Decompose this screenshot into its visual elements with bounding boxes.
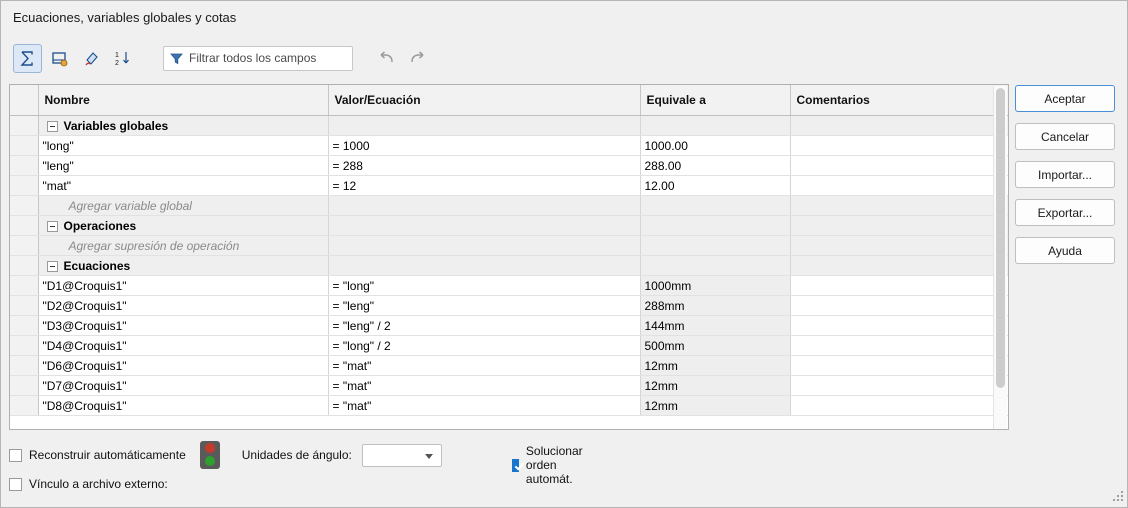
cell-nombre[interactable] xyxy=(38,256,328,276)
row-selector[interactable] xyxy=(10,256,38,276)
cell-valor-ecuacion[interactable] xyxy=(328,236,640,256)
table-header-row xyxy=(10,85,1008,116)
row-selector[interactable] xyxy=(10,216,38,236)
cell-nombre[interactable]: "long" xyxy=(38,136,328,156)
rebuild-auto-checkbox[interactable] xyxy=(9,448,186,462)
row-selector[interactable] xyxy=(10,236,38,256)
cell-valor-ecuacion[interactable]: = "long" / 2 xyxy=(328,336,640,356)
cell-comentarios[interactable] xyxy=(790,276,1008,296)
svg-text:2: 2 xyxy=(115,59,119,67)
solve-order-label: Solucionar orden automát. xyxy=(525,444,583,486)
group-label: Variables globales xyxy=(63,118,169,133)
paint-button[interactable] xyxy=(77,44,106,73)
cell-comentarios[interactable] xyxy=(790,256,1008,276)
table-row[interactable] xyxy=(10,336,1008,356)
cell-valor-ecuacion[interactable]: = 288 xyxy=(328,156,640,176)
table-row[interactable] xyxy=(10,396,1008,416)
solve-order-checkbox[interactable] xyxy=(512,444,589,486)
table-row[interactable] xyxy=(10,136,1008,156)
cell-equivale-a[interactable]: 500mm xyxy=(640,336,790,356)
table-row[interactable] xyxy=(10,356,1008,376)
cell-equivale-a[interactable] xyxy=(640,216,790,236)
collapse-icon[interactable] xyxy=(47,121,58,132)
scrollbar-thumb[interactable] xyxy=(996,88,1005,388)
angle-units-select[interactable] xyxy=(362,444,442,467)
solve-order-box[interactable] xyxy=(512,459,519,472)
column-header-nombre[interactable]: Nombre xyxy=(38,85,328,116)
cell-comentarios[interactable] xyxy=(790,396,1008,416)
cell-comentarios[interactable] xyxy=(790,176,1008,196)
cell-equivale-a[interactable]: 1000mm xyxy=(640,276,790,296)
dimension-view-button[interactable] xyxy=(45,44,74,73)
cell-nombre[interactable]: Agregar variable global xyxy=(38,196,328,216)
collapse-icon[interactable] xyxy=(47,221,58,232)
cell-nombre[interactable]: "D7@Croquis1" xyxy=(38,376,328,396)
traffic-light-icon[interactable] xyxy=(200,441,220,469)
cell-nombre[interactable]: "mat" xyxy=(38,176,328,196)
dialog-buttons xyxy=(1015,85,1115,264)
sigma-button[interactable] xyxy=(13,44,42,73)
row-selector[interactable] xyxy=(10,376,38,396)
cell-comentarios[interactable] xyxy=(790,296,1008,316)
cell-comentarios[interactable] xyxy=(790,156,1008,176)
cell-valor-ecuacion[interactable] xyxy=(328,216,640,236)
cell-comentarios[interactable] xyxy=(790,236,1008,256)
cell-comentarios[interactable] xyxy=(790,376,1008,396)
cell-valor-ecuacion[interactable]: = 1000 xyxy=(328,136,640,156)
bottom-options xyxy=(9,439,1121,503)
cell-nombre[interactable]: Agregar supresión de operación xyxy=(38,236,328,256)
cell-comentarios[interactable] xyxy=(790,336,1008,356)
cell-valor-ecuacion[interactable] xyxy=(328,116,640,136)
group-label: Operaciones xyxy=(63,218,137,233)
table-add-row[interactable] xyxy=(10,196,1008,216)
title-bar xyxy=(1,1,1127,34)
filter-placeholder: Filtrar todos los campos xyxy=(189,51,317,65)
cell-equivale-a[interactable] xyxy=(640,256,790,276)
rebuild-auto-label: Reconstruir automáticamente xyxy=(29,448,186,462)
table-group-row[interactable] xyxy=(10,216,1008,236)
cell-nombre[interactable] xyxy=(38,216,328,236)
chevron-down-icon xyxy=(425,454,433,459)
table-row[interactable] xyxy=(10,156,1008,176)
row-selector[interactable] xyxy=(10,156,38,176)
filter-input[interactable] xyxy=(163,46,353,71)
sort-numeric-button[interactable] xyxy=(109,44,138,73)
cell-nombre[interactable]: "D6@Croquis1" xyxy=(38,356,328,376)
cell-equivale-a[interactable]: 12mm xyxy=(640,396,790,416)
cell-nombre[interactable] xyxy=(38,116,328,136)
row-selector[interactable] xyxy=(10,296,38,316)
external-link-checkbox[interactable] xyxy=(9,477,168,491)
group-label: Ecuaciones xyxy=(63,258,131,273)
cell-valor-ecuacion[interactable] xyxy=(328,256,640,276)
cell-comentarios[interactable] xyxy=(790,116,1008,136)
equations-grid[interactable] xyxy=(9,84,1009,430)
equations-table xyxy=(10,85,1009,416)
redo-button[interactable] xyxy=(403,45,429,71)
cell-valor-ecuacion[interactable]: = "mat" xyxy=(328,396,640,416)
row-selector[interactable] xyxy=(10,276,38,296)
table-group-row[interactable] xyxy=(10,116,1008,136)
table-group-row[interactable] xyxy=(10,256,1008,276)
cell-equivale-a[interactable] xyxy=(640,116,790,136)
cell-equivale-a[interactable] xyxy=(640,196,790,216)
accept-button[interactable]: Aceptar xyxy=(1015,85,1115,112)
cell-nombre[interactable]: "D3@Croquis1" xyxy=(38,316,328,336)
column-header-select xyxy=(10,85,38,116)
cell-equivale-a[interactable]: 144mm xyxy=(640,316,790,336)
cell-equivale-a[interactable] xyxy=(640,236,790,256)
cell-equivale-a[interactable]: 12mm xyxy=(640,356,790,376)
cell-equivale-a[interactable]: 1000.00 xyxy=(640,136,790,156)
column-header-valor[interactable]: Valor/Ecuación xyxy=(328,85,640,116)
row-selector[interactable] xyxy=(10,136,38,156)
cell-comentarios[interactable] xyxy=(790,196,1008,216)
cell-valor-ecuacion[interactable]: = "leng" / 2 xyxy=(328,316,640,336)
row-selector[interactable] xyxy=(10,396,38,416)
table-row[interactable] xyxy=(10,296,1008,316)
row-selector[interactable] xyxy=(10,316,38,336)
cell-nombre[interactable]: "D4@Croquis1" xyxy=(38,336,328,356)
cell-nombre[interactable]: "leng" xyxy=(38,156,328,176)
angle-units-label: Unidades de ángulo: xyxy=(241,448,352,462)
row-selector[interactable] xyxy=(10,176,38,196)
cell-comentarios[interactable] xyxy=(790,136,1008,156)
row-selector[interactable] xyxy=(10,336,38,356)
cell-comentarios[interactable] xyxy=(790,216,1008,236)
cell-equivale-a[interactable]: 12mm xyxy=(640,376,790,396)
toolbar xyxy=(13,39,1113,77)
cell-equivale-a[interactable]: 12.00 xyxy=(640,176,790,196)
table-row[interactable] xyxy=(10,276,1008,296)
table-row[interactable] xyxy=(10,316,1008,336)
page-title: Ecuaciones, variables globales y cotas xyxy=(13,10,237,25)
help-button[interactable]: Ayuda xyxy=(1015,237,1115,264)
cell-nombre[interactable]: "D2@Croquis1" xyxy=(38,296,328,316)
cell-equivale-a[interactable]: 288mm xyxy=(640,296,790,316)
import-button[interactable]: Importar... xyxy=(1015,161,1115,188)
cell-valor-ecuacion[interactable]: = "leng" xyxy=(328,296,640,316)
export-button[interactable]: Exportar... xyxy=(1015,199,1115,226)
cell-nombre[interactable]: "D8@Croquis1" xyxy=(38,396,328,416)
cell-equivale-a[interactable]: 288.00 xyxy=(640,156,790,176)
rebuild-auto-box[interactable] xyxy=(9,449,22,462)
resize-grip[interactable] xyxy=(1111,491,1124,504)
row-selector[interactable] xyxy=(10,356,38,376)
cell-comentarios[interactable] xyxy=(790,356,1008,376)
table-add-row[interactable] xyxy=(10,236,1008,256)
table-row[interactable] xyxy=(10,376,1008,396)
collapse-icon[interactable] xyxy=(47,261,58,272)
grid-vertical-scrollbar[interactable] xyxy=(993,86,1007,430)
undo-button[interactable] xyxy=(374,45,400,71)
cell-valor-ecuacion[interactable]: = 12 xyxy=(328,176,640,196)
column-header-equivale[interactable]: Equivale a xyxy=(640,85,790,116)
column-header-comentarios[interactable]: Comentarios xyxy=(790,85,1008,116)
row-selector[interactable] xyxy=(10,116,38,136)
cancel-button[interactable]: Cancelar xyxy=(1015,123,1115,150)
cell-nombre[interactable]: "D1@Croquis1" xyxy=(38,276,328,296)
external-link-label: Vínculo a archivo externo: xyxy=(29,477,168,491)
cell-valor-ecuacion[interactable]: = "long" xyxy=(328,276,640,296)
external-link-box[interactable] xyxy=(9,478,22,491)
cell-comentarios[interactable] xyxy=(790,316,1008,336)
svg-text:1: 1 xyxy=(115,51,119,59)
cell-valor-ecuacion[interactable]: = "mat" xyxy=(328,356,640,376)
funnel-icon xyxy=(170,52,183,65)
row-selector[interactable] xyxy=(10,196,38,216)
cell-valor-ecuacion[interactable]: = "mat" xyxy=(328,376,640,396)
table-row[interactable] xyxy=(10,176,1008,196)
cell-valor-ecuacion[interactable] xyxy=(328,196,640,216)
